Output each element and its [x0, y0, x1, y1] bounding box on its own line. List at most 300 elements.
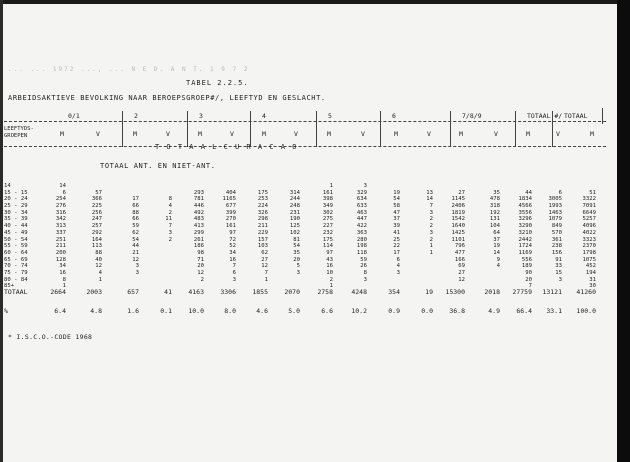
sex-header: M [526, 130, 530, 138]
table-cell: 4 [98, 269, 102, 276]
table-cell: 10.2 [351, 307, 367, 315]
table-cell: 422 [356, 223, 367, 230]
table-cell: 398 [322, 196, 333, 203]
table-cell: 556 [521, 256, 532, 263]
table-cell: 54 [132, 236, 139, 243]
table-cell: 189 [521, 263, 532, 270]
table-cell: 3 [429, 229, 433, 236]
table-cell: 5 [296, 263, 300, 270]
table-cell: 51 [589, 189, 596, 196]
group-header-2: 3 [199, 112, 203, 120]
table-cell: 14 [493, 249, 500, 256]
row-label: 60 - 64 [4, 249, 28, 256]
table-cell: 12 [197, 269, 204, 276]
table-cell: 5.0 [288, 307, 300, 315]
table-cell: 1724 [518, 243, 532, 250]
table-cell: 15300 [445, 288, 465, 296]
table-cell: 314 [289, 189, 300, 196]
scan-top-edge [0, 0, 617, 4]
table-cell: 231 [289, 209, 300, 216]
table-cell: 316 [55, 209, 66, 216]
table-cell: 796 [454, 243, 465, 250]
row-label-header [4, 126, 34, 140]
table-cell: 194 [585, 269, 596, 276]
table-cell: 247 [91, 216, 102, 223]
table-cell: 43 [326, 256, 333, 263]
table-cell: 12 [132, 256, 139, 263]
group-header-0: 0/1 [68, 112, 80, 120]
table-cell: 1993 [548, 203, 562, 210]
row-label: 70 - 74 [4, 263, 28, 270]
table-cell: 19 [493, 243, 500, 250]
table-cell: 4096 [582, 223, 596, 230]
table-cell: 244 [289, 196, 300, 203]
table-cell: 97 [229, 229, 236, 236]
table-cell: 657 [127, 288, 139, 296]
table-cell: 229 [257, 229, 268, 236]
table-cell: 1079 [548, 216, 562, 223]
table-cell: 4 [396, 263, 400, 270]
table-cell: 62 [132, 229, 139, 236]
table-cell: 1640 [451, 223, 465, 230]
table-cell: 186 [193, 243, 204, 250]
table-cell: 224 [257, 203, 268, 210]
table-cell: 3 [363, 276, 367, 283]
table-cell: 363 [356, 229, 367, 236]
table-cell: 8 [168, 196, 172, 203]
table-cell: 256 [91, 209, 102, 216]
table-cell: 1 [98, 276, 102, 283]
table-cell: 33.1 [546, 307, 562, 315]
table-cell: 3 [168, 229, 172, 236]
table-cell: 0.0 [421, 307, 433, 315]
table-cell: 4248 [351, 288, 367, 296]
sex-header: V [427, 130, 431, 138]
table-cell: 2 [429, 236, 433, 243]
table-cell: 1 [264, 276, 268, 283]
table-cell: 8.0 [224, 307, 236, 315]
table-cell: 5257 [582, 216, 596, 223]
sex-header: M [327, 130, 331, 138]
table-cell: 12 [95, 263, 102, 270]
table-cell: 52 [229, 243, 236, 250]
table-cell: 3290 [518, 223, 532, 230]
table-cell: 349 [322, 203, 333, 210]
table-cell: 16 [59, 269, 66, 276]
table-cell: 27 [458, 269, 465, 276]
table-cell: 97 [326, 249, 333, 256]
table-cell: 27 [458, 189, 465, 196]
sex-header: V [494, 130, 498, 138]
table-cell: 7091 [582, 203, 596, 210]
table-cell: 6 [396, 256, 400, 263]
table-cell: 34 [229, 249, 236, 256]
table-cell: 483 [193, 216, 204, 223]
table-cell: 0.1 [160, 307, 172, 315]
table-cell: 293 [193, 189, 204, 196]
table-cell: 36.8 [449, 307, 465, 315]
table-cell: 4 [496, 263, 500, 270]
table-cell: 3 [135, 263, 139, 270]
table-cell: 280 [356, 236, 367, 243]
group-divider [515, 111, 516, 147]
table-cell: 413 [193, 223, 204, 230]
table-cell: 4.8 [90, 307, 102, 315]
table-cell: 15 [555, 269, 562, 276]
table-cell: 25 [393, 236, 400, 243]
table-cell: 361 [551, 236, 562, 243]
table-cell: 3 [558, 276, 562, 283]
table-cell: 4566 [518, 203, 532, 210]
table-cell: 253 [257, 196, 268, 203]
table-cell: 257 [91, 223, 102, 230]
table-cell: 1.6 [127, 307, 139, 315]
group-header-4: 5 [328, 112, 332, 120]
table-cell: 66 [132, 216, 139, 223]
table-cell: 27759 [512, 288, 532, 296]
table-cell: 0.9 [388, 307, 400, 315]
table-cell: 399 [225, 209, 236, 216]
table-cell: 1 [429, 243, 433, 250]
table-cell: 366 [91, 196, 102, 203]
sex-header: M [198, 130, 202, 138]
table-cell: 447 [356, 216, 367, 223]
row-label: 15 - 15 [4, 189, 28, 196]
table-cell: 1165 [222, 196, 236, 203]
table-cell: 633 [356, 203, 367, 210]
row-label: % [4, 307, 8, 315]
table-cell: 12 [261, 263, 268, 270]
table-cell: 211 [55, 243, 66, 250]
table-cell: 1798 [582, 249, 596, 256]
table-cell: 634 [356, 196, 367, 203]
table-cell: 31 [589, 276, 596, 283]
row-label: 50 - 54 [4, 236, 28, 243]
table-cell: 3 [296, 269, 300, 276]
table-cell: 463 [356, 209, 367, 216]
table-cell: 1101 [451, 236, 465, 243]
table-cell: 13121 [542, 288, 562, 296]
table-cell: 34 [59, 263, 66, 270]
table-cell: 1819 [451, 209, 465, 216]
table-cell: 276 [55, 203, 66, 210]
table-cell: 175 [322, 236, 333, 243]
table-cell: 1425 [451, 229, 465, 236]
table-cell: 33 [555, 263, 562, 270]
table-cell: 4163 [188, 288, 204, 296]
table-cell: 16 [229, 256, 236, 263]
table-cell: 232 [322, 229, 333, 236]
table-cell: 299 [193, 229, 204, 236]
table-cell: 2070 [284, 288, 300, 296]
sex-header: V [230, 130, 234, 138]
table-cell: 3 [429, 209, 433, 216]
table-cell: 157 [257, 236, 268, 243]
group-header-5: 6 [392, 112, 396, 120]
table-cell: 100.0 [576, 307, 596, 315]
table-cell: 17 [132, 196, 139, 203]
table-cell: 164 [91, 236, 102, 243]
table-cell: 4.9 [488, 307, 500, 315]
table-cell: 318 [489, 203, 500, 210]
table-cell: 227 [322, 223, 333, 230]
table-cell: 81 [293, 236, 300, 243]
table-cell: 7 [264, 269, 268, 276]
table-cell: 2018 [484, 288, 500, 296]
section-subtitle: TOTAAL ANT. EN NIET-ANT. [100, 162, 216, 170]
table-cell: 1834 [518, 196, 532, 203]
table-cell: 91 [555, 256, 562, 263]
table-cell: 200 [55, 249, 66, 256]
group-divider [316, 111, 317, 147]
table-cell: 7 [528, 283, 532, 290]
row-label: TOTAAL [4, 288, 28, 296]
group-divider [552, 111, 553, 147]
sex-header: M [459, 130, 463, 138]
table-cell: 4 [168, 203, 172, 210]
table-cell: 71 [197, 256, 204, 263]
table-cell: 2 [329, 276, 333, 283]
sex-header: V [96, 130, 100, 138]
table-cell: 6 [232, 269, 236, 276]
row-label: 45 - 49 [4, 229, 28, 236]
table-cell: 354 [388, 288, 400, 296]
sex-header: M [394, 130, 398, 138]
table-cell: 298 [257, 216, 268, 223]
table-cell: 2003 [86, 288, 102, 296]
table-cell: 20 [525, 276, 532, 283]
row-label: 20 - 24 [4, 196, 28, 203]
group-divider [380, 111, 381, 147]
table-cell: 41 [393, 229, 400, 236]
table-cell: 7 [232, 263, 236, 270]
table-cell: 3306 [220, 288, 236, 296]
table-cell: 677 [225, 203, 236, 210]
table-cell: 238 [551, 243, 562, 250]
table-cell: 1 [62, 283, 66, 290]
table-cell: 2406 [451, 203, 465, 210]
table-cell: 8 [62, 276, 66, 283]
table-cell: 3210 [518, 229, 532, 236]
table-cell: 1075 [582, 256, 596, 263]
table-cell: 41 [164, 288, 172, 296]
table-cell: 849 [551, 223, 562, 230]
group-header-6: 7/8/9 [462, 112, 482, 120]
table-cell: 37 [393, 216, 400, 223]
table-cell: 6.6 [321, 307, 333, 315]
table-cell: 570 [551, 229, 562, 236]
table-cell: 125 [289, 223, 300, 230]
table-cell: 88 [95, 249, 102, 256]
row-label-header-line1: LEEFTYDS- [4, 126, 34, 132]
table-cell: 118 [356, 249, 367, 256]
table-cell: 37 [493, 236, 500, 243]
table-cell: 98 [197, 249, 204, 256]
table-cell: 58 [393, 203, 400, 210]
table-cell: 102 [289, 229, 300, 236]
table-cell: 44 [132, 243, 139, 250]
table-cell: 103 [257, 243, 268, 250]
group-divider [450, 111, 451, 147]
table-cell: 59 [360, 256, 367, 263]
header-right-border [602, 108, 603, 124]
group-header-1: 2 [134, 112, 138, 120]
table-cell: 4022 [582, 229, 596, 236]
table-cell: 192 [489, 209, 500, 216]
table-cell: 342 [55, 216, 66, 223]
row-label: 40 - 44 [4, 223, 28, 230]
table-cell: 198 [356, 243, 367, 250]
table-cell: 57 [95, 189, 102, 196]
table-cell: 72 [229, 236, 236, 243]
table-cell: 302 [322, 209, 333, 216]
sex-header: V [294, 130, 298, 138]
sex-header: M [133, 130, 137, 138]
table-cell: 2442 [518, 236, 532, 243]
table-cell: 446 [193, 203, 204, 210]
table-cell: 113 [91, 243, 102, 250]
table-cell: 190 [289, 216, 300, 223]
source-note: * I.S.C.O.-CODE 1968 [8, 333, 93, 341]
table-cell: 104 [489, 223, 500, 230]
sex-header: M [60, 130, 64, 138]
table-cell: 10.0 [188, 307, 204, 315]
table-cell: 477 [454, 249, 465, 256]
table-cell: 2 [429, 223, 433, 230]
table-cell: 156 [551, 249, 562, 256]
table-cell: 2664 [50, 288, 66, 296]
table-cell: 27 [261, 256, 268, 263]
table-cell: 44 [525, 189, 532, 196]
table-cell: 2 [200, 276, 204, 283]
table-cell: 3 [232, 276, 236, 283]
row-label: 55 - 59 [4, 243, 28, 250]
sex-header: V [556, 130, 560, 138]
table-cell: 11 [165, 216, 172, 223]
table-cell: 6649 [582, 209, 596, 216]
table-cell: 326 [257, 209, 268, 216]
table-cell: 47 [393, 209, 400, 216]
row-label: 25 - 29 [4, 203, 28, 210]
table-cell: 3322 [582, 196, 596, 203]
table-cell: 2370 [582, 243, 596, 250]
table-cell: 452 [585, 263, 596, 270]
table-cell: 3296 [518, 216, 532, 223]
table-cell: 26 [360, 263, 367, 270]
table-subtitle: ARBEIDSAKTIEVE BEVOLKING NAAR BEROEPSGROEP#/, LEEFTYD EN GESLACHT. [8, 94, 326, 102]
table-cell: 275 [322, 216, 333, 223]
table-cell: 3323 [582, 236, 596, 243]
table-cell: 1 [429, 249, 433, 256]
sex-header: M [262, 130, 266, 138]
table-cell: 261 [193, 236, 204, 243]
row-label: 80 - 84 [4, 276, 28, 283]
table-cell: 20 [197, 263, 204, 270]
table-cell: 128 [55, 256, 66, 263]
table-cell: 88 [132, 209, 139, 216]
table-cell: 175 [257, 189, 268, 196]
table-cell: 17 [393, 249, 400, 256]
table-cell: 404 [225, 189, 236, 196]
table-cell: 4.6 [256, 307, 268, 315]
table-cell: 3 [396, 269, 400, 276]
table-cell: 2758 [317, 288, 333, 296]
table-cell: 69 [458, 263, 465, 270]
row-label: 65 - 69 [4, 256, 28, 263]
table-cell: 19 [425, 288, 433, 296]
table-cell: 8 [363, 269, 367, 276]
row-label: 35 - 39 [4, 216, 28, 223]
table-cell: 166 [454, 256, 465, 263]
table-cell: 2 [168, 236, 172, 243]
table-cell: 13 [426, 189, 433, 196]
table-cell: 1855 [252, 288, 268, 296]
table-cell: 337 [55, 229, 66, 236]
group-divider [122, 111, 123, 147]
group-divider [250, 111, 251, 147]
table-cell: 35 [293, 249, 300, 256]
table-cell: 270 [225, 216, 236, 223]
table-cell: 19 [393, 189, 400, 196]
table-cell: 14 [426, 196, 433, 203]
table-cell: 21 [132, 249, 139, 256]
table-cell: 313 [55, 223, 66, 230]
table-cell: 10 [326, 269, 333, 276]
section-title: T O T A A L C U R A C A O [155, 143, 298, 151]
table-cell: 30 [589, 283, 596, 290]
table-cell: 329 [356, 189, 367, 196]
sex-header: V [361, 130, 365, 138]
table-cell: 12 [458, 276, 465, 283]
table-cell: 248 [289, 203, 300, 210]
table-cell: 3556 [518, 209, 532, 216]
table-cell: 3 [135, 269, 139, 276]
table-cell: 292 [91, 229, 102, 236]
table-cell: 478 [489, 196, 500, 203]
table-cell: 64 [493, 229, 500, 236]
table-cell: 62 [261, 249, 268, 256]
group-header-8: TOTAAL [564, 112, 588, 120]
row-label: 30 - 34 [4, 209, 28, 216]
table-cell: 9 [496, 256, 500, 263]
table-cell: 161 [225, 223, 236, 230]
sex-header: V [166, 130, 170, 138]
table-cell: 254 [55, 196, 66, 203]
table-cell: 14 [59, 183, 66, 189]
table-cell: 1 [329, 283, 333, 290]
table-cell: 131 [489, 216, 500, 223]
table-cell: 161 [322, 189, 333, 196]
group-divider [187, 111, 188, 147]
sex-header: M [590, 130, 594, 138]
scan-left-edge [0, 0, 3, 462]
row-label: 75 - 79 [4, 269, 28, 276]
table-cell: 1 [329, 183, 333, 189]
table-cell: 7 [429, 203, 433, 210]
table-cell: 1463 [548, 209, 562, 216]
table-cell: 1169 [518, 249, 532, 256]
table-cell: 41260 [576, 288, 596, 296]
table-cell: 59 [132, 223, 139, 230]
scan-dark-margin [617, 0, 630, 462]
table-cell: 54 [393, 196, 400, 203]
table-cell: 20 [293, 256, 300, 263]
table-title: TABEL 2.2.5. [186, 79, 249, 87]
row-label: 14 [4, 183, 11, 189]
table-cell: 225 [91, 203, 102, 210]
table-cell: 16 [326, 263, 333, 270]
table-cell: 1542 [451, 216, 465, 223]
